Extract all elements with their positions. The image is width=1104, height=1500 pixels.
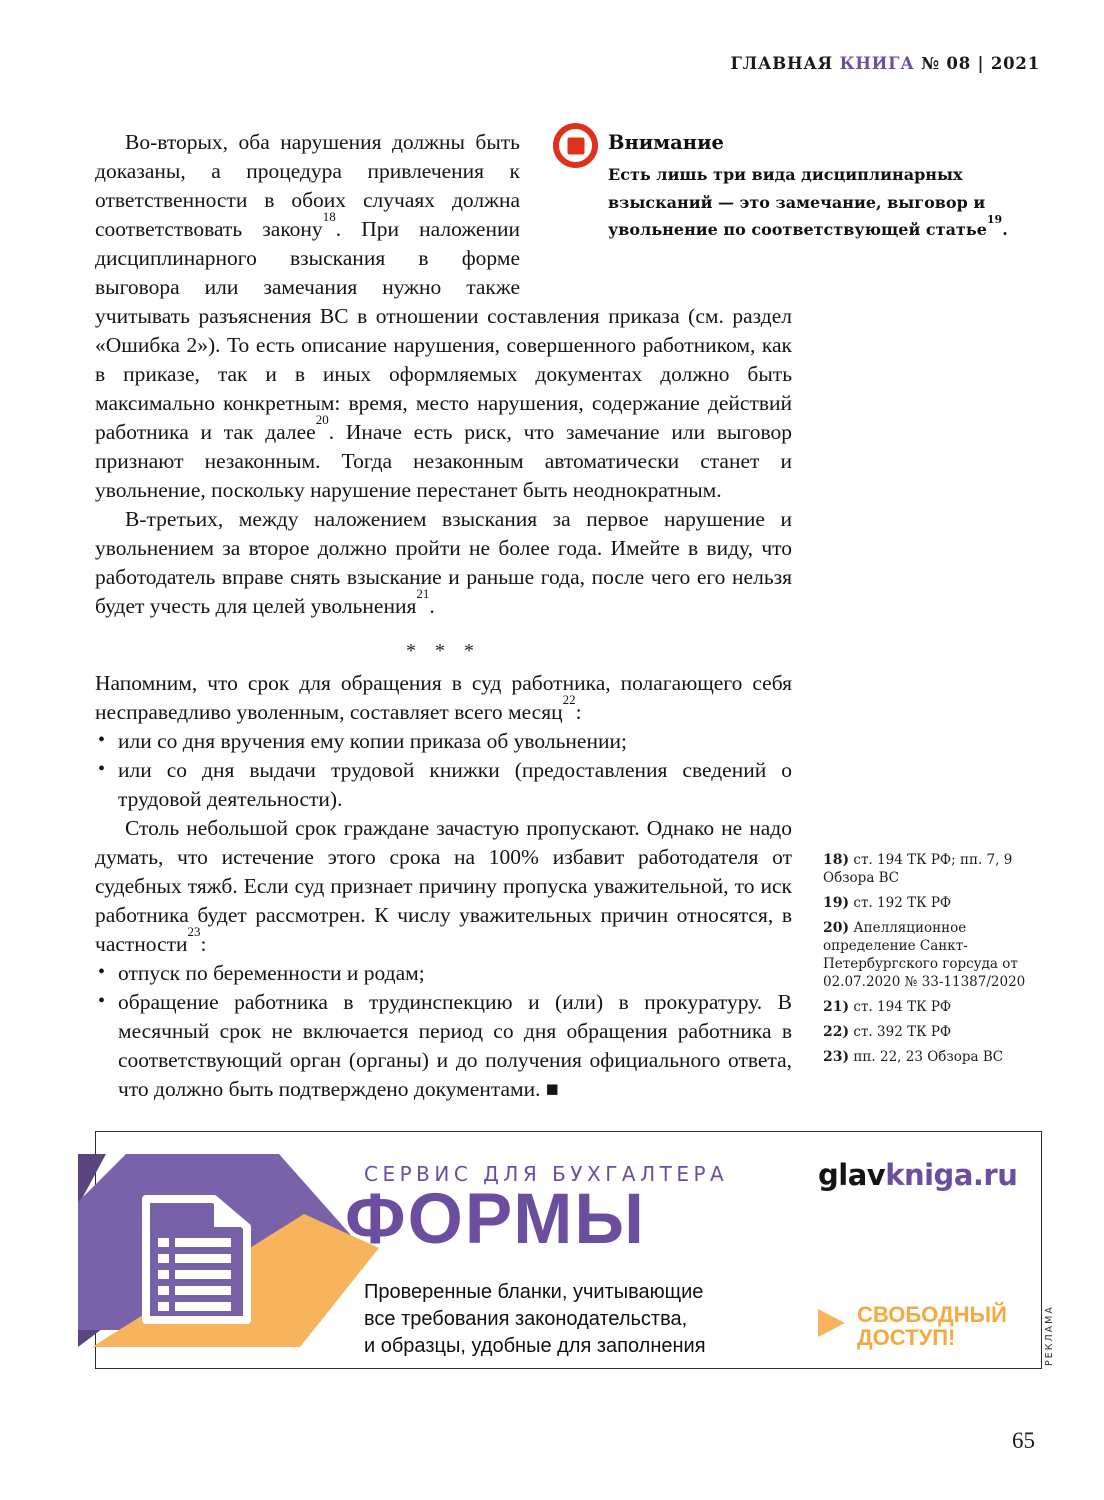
ad-access-line2: ДОСТУП!	[857, 1325, 956, 1350]
magazine-header	[730, 54, 1040, 73]
footnotes	[823, 851, 1053, 1073]
footnote-number: 19)	[823, 895, 850, 911]
ad-title: ФОРМЫ	[345, 1180, 646, 1259]
issue-number: № 08 | 2021	[921, 54, 1040, 73]
footnote-number: 21)	[823, 999, 850, 1015]
article-body	[95, 128, 792, 1104]
footnote-ref: 19	[986, 212, 1003, 226]
ad-access-line1: СВОБОДНЫЙ	[857, 1302, 1007, 1327]
footnote-ref: 22	[562, 691, 576, 707]
footnote-number: 18)	[823, 852, 850, 868]
bullet-icon: •	[98, 961, 106, 983]
callout-spacer	[520, 128, 792, 278]
ad-description-line: Проверенные бланки, учитывающие	[364, 1281, 704, 1303]
footnote: 18) ст. 194 ТК РФ; пп. 7, 9 Обзора ВС	[823, 852, 1013, 886]
footnote: 21) ст. 194 ТК РФ	[823, 999, 952, 1015]
ad-site-url	[818, 1158, 1017, 1192]
paragraph: Напомним, что срок для обращения в суд работника, полагающего себя несправедливо уволенным, составляет всего месяц$^{22}$:	[95, 671, 792, 724]
site-url-purple: kniga.ru	[885, 1158, 1018, 1192]
bullet-icon: •	[98, 758, 106, 780]
footnote-ref: 21	[416, 585, 430, 601]
ad-kicker: СЕРВИС ДЛЯ БУХГАЛТЕРА	[364, 1162, 729, 1186]
bullet-icon: •	[98, 729, 106, 751]
footnote: 23) пп. 22, 23 Обзора ВС	[823, 1049, 1004, 1065]
bullet-item	[95, 988, 792, 1104]
ad-label-vertical: РЕКЛАМА	[1044, 1305, 1055, 1366]
footnote-number: 23)	[823, 1049, 850, 1065]
ad-description-line: и образцы, удобные для заполнения	[364, 1335, 706, 1357]
document-checklist-icon	[146, 1199, 247, 1320]
attention-body: Есть лишь три вида дисциплинарных взысканий — это замечание, выговор и увольнение по соответствующей статье$^{19}$.	[608, 165, 1008, 239]
bullet-item	[95, 756, 792, 814]
play-triangle-icon	[818, 1309, 845, 1337]
footnote-ref: 18	[322, 208, 336, 224]
footnote-number: 20)	[823, 920, 850, 936]
footnote: 19) ст. 192 ТК РФ	[823, 895, 952, 911]
paragraph: Столь небольшой срок граждане зачастую пропускают. Однако не надо думать, что истечение этого срока на 100% избавит работодателя от судебных тяжб. Если суд признает причину пропуска уважительной, то иск работника будет рассмотрен. К числу уважительных причин относятся, в частности$^{23}$:	[95, 816, 792, 956]
bullet-text: обращение работника в трудинспекцию и (или) в прокуратуру. В месячный срок не включается период со дня обращения работника в соответствующий орган (органы) и до получения официального ответа, что должно быть подтверждено документами. ■	[118, 990, 792, 1101]
ad-description-line: все требования законодательства,	[364, 1308, 688, 1330]
section-separator: * * *	[406, 640, 481, 662]
footnote-number: 22)	[823, 1024, 850, 1040]
bullet-item	[95, 727, 792, 756]
brand-name-primary: ГЛАВНАЯ	[730, 54, 834, 73]
attention-title: Внимание	[608, 131, 724, 154]
bullet-text: или со дня вручения ему копии приказа об увольнении;	[118, 729, 627, 753]
site-url-black: glav	[818, 1158, 886, 1192]
bullet-icon: •	[98, 990, 106, 1012]
footnote-ref: 23	[187, 923, 201, 939]
ad-description	[364, 1279, 706, 1360]
ad-access-text	[857, 1303, 1007, 1349]
bullet-text: отпуск по беременности и родам;	[118, 961, 425, 985]
brand-name-accent: КНИГА	[839, 54, 915, 73]
bullet-text: или со дня выдачи трудовой книжки (предоставления сведений о трудовой деятельности).	[118, 758, 792, 811]
page-number: 65	[1012, 1428, 1035, 1453]
footnote: 22) ст. 392 ТК РФ	[823, 1024, 952, 1040]
paragraph: Во-вторых, оба нарушения должны быть доказаны, а процедура привлечения к ответственности в обоих случаях должна соответствовать закону$^{18}$. При наложении дисциплинарного взыскания в форме выговора или замечания нужно также учитывать разъяснения ВС в отношении составления приказа (см. раздел «Ошибка 2»). То есть описание нарушения, совершенного работником, как в приказе, так и в иных оформляемых документах должно быть максимально конкретным: время, место нарушения, содержание действий работника и так далее$^{20}$. Иначе есть риск, что замечание или выговор признают незаконным. Тогда незаконным автоматически станет и увольнение, поскольку нарушение перестанет быть неоднократным.	[95, 130, 792, 502]
paragraph: В-третьих, между наложением взыскания за первое нарушение и увольнением за второе должно пройти не более года. Имейте в виду, что работодатель вправе снять взыскание и раньше года, после чего его нельзя будет учесть для целей увольнения$^{21}$.	[95, 507, 792, 618]
bullet-item	[95, 959, 792, 988]
ad-banner	[95, 1131, 1042, 1369]
footnote: 20) Апелляционное определение Санкт-Петербургского горсуда от 02.07.2020 № 33-11387/2020	[823, 920, 1026, 990]
footnote-ref: 20	[315, 411, 329, 427]
